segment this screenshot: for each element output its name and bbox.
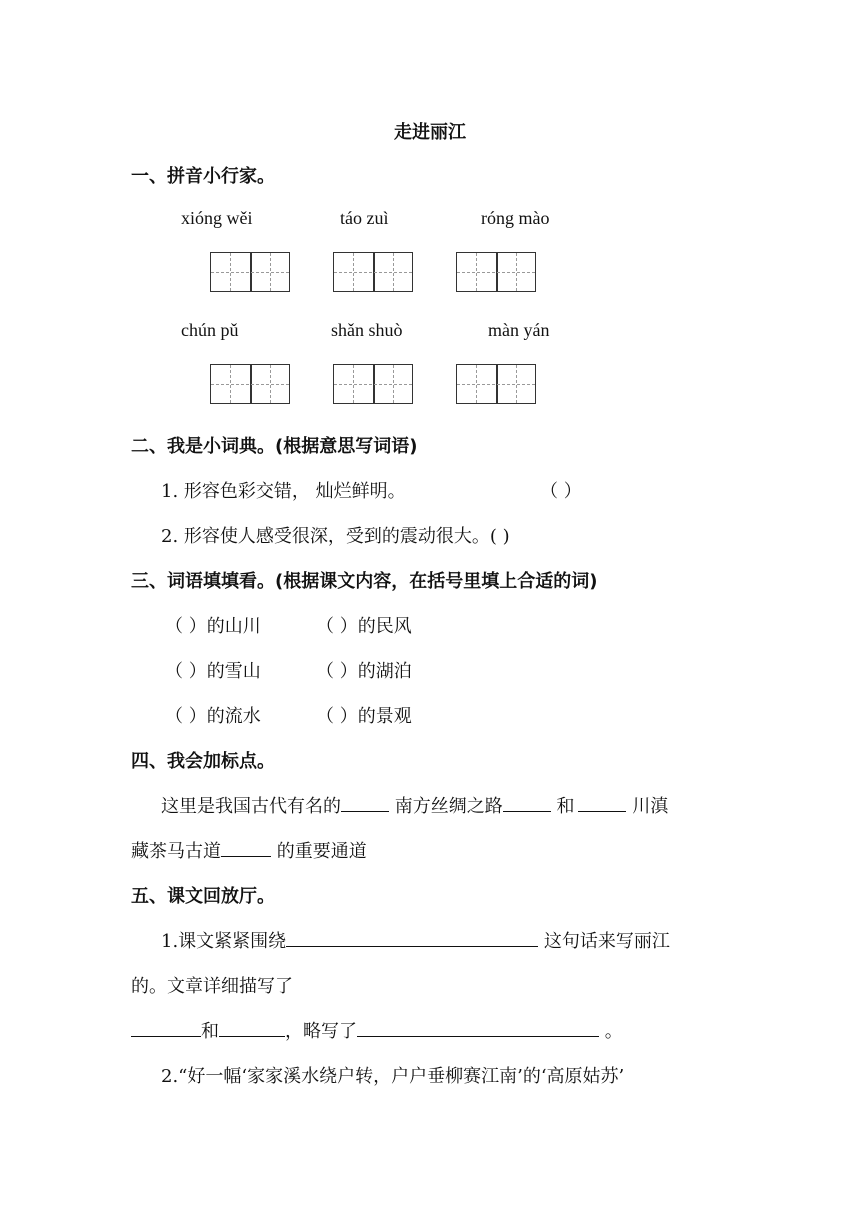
pinyin-2: táo zuì (340, 208, 389, 228)
fill-item[interactable]: （ ）的民风 (316, 616, 412, 637)
fill-item[interactable]: （ ）的湖泊 (316, 661, 412, 682)
text-fragment: 南方丝绸之路 (394, 796, 503, 817)
writing-grid[interactable] (210, 364, 290, 404)
page-title: 走进丽江 (394, 122, 466, 143)
recall-line-4: 2.“好一幅‘家家溪水绕户转，户户垂柳赛江南’的‘高原姑苏’ (161, 1066, 625, 1087)
fill-item[interactable]: （ ）的景观 (316, 706, 412, 727)
fill-item[interactable]: （ ）的流水 (165, 706, 261, 727)
section-4-heading: 四、我会加标点。 (131, 751, 275, 772)
definition-item-1: 1. 形容色彩交错， 灿烂鲜明。 (161, 481, 406, 502)
text-fragment: 这里是我国古代有名的 (161, 796, 341, 817)
answer-blank[interactable] (286, 928, 538, 947)
punctuation-blank[interactable] (578, 793, 626, 812)
recall-line-1 (161, 927, 670, 953)
text-fragment: 藏茶马古道 (131, 841, 221, 862)
punctuation-blank[interactable] (341, 793, 389, 812)
recall-line-2: 的。文章详细描写了 (131, 976, 293, 997)
writing-grid[interactable] (333, 252, 413, 292)
pinyin-1: xióng wěi (181, 208, 253, 228)
punctuation-line-1 (161, 792, 668, 818)
writing-grid[interactable] (456, 364, 536, 404)
text-fragment: 。 (604, 1021, 623, 1042)
punctuation-blank[interactable] (503, 793, 551, 812)
fill-item[interactable]: （ ）的山川 (165, 616, 261, 637)
fill-item[interactable]: （ ）的雪山 (165, 661, 261, 682)
text-fragment: ，略写了 (285, 1021, 357, 1042)
text-fragment: 这句话来写丽江 (543, 931, 670, 952)
recall-line-3 (131, 1017, 623, 1043)
pinyin-3: róng mào (481, 208, 550, 228)
writing-grid[interactable] (456, 252, 536, 292)
pinyin-5: shǎn shuò (331, 320, 403, 340)
answer-blank[interactable] (131, 1018, 201, 1037)
text-fragment: 川滇 (632, 796, 669, 817)
punctuation-line-2 (131, 837, 367, 863)
section-3-heading: 三、词语填填看。(根据课文内容，在括号里填上合适的词) (131, 571, 598, 592)
writing-grid[interactable] (210, 252, 290, 292)
text-fragment: 1.课文紧紧围绕 (161, 931, 287, 952)
answer-blank[interactable] (357, 1018, 599, 1037)
section-5-heading: 五、课文回放厅。 (131, 886, 275, 907)
section-1-heading: 一、拼音小行家。 (131, 166, 275, 187)
answer-paren-1[interactable]: （ ） (540, 481, 582, 502)
writing-grid[interactable] (333, 364, 413, 404)
text-fragment: 的重要通道 (276, 841, 367, 862)
answer-blank[interactable] (219, 1018, 285, 1037)
section-2-heading: 二、我是小词典。(根据意思写词语) (131, 436, 418, 457)
punctuation-blank[interactable] (221, 838, 271, 857)
definition-item-2: 2. 形容使人感受很深，受到的震动很大。( ) (161, 526, 510, 547)
pinyin-4: chún pǔ (181, 320, 239, 340)
pinyin-6: màn yán (488, 320, 550, 340)
text-fragment: 和 (556, 796, 575, 817)
text-fragment: 和 (201, 1021, 219, 1042)
